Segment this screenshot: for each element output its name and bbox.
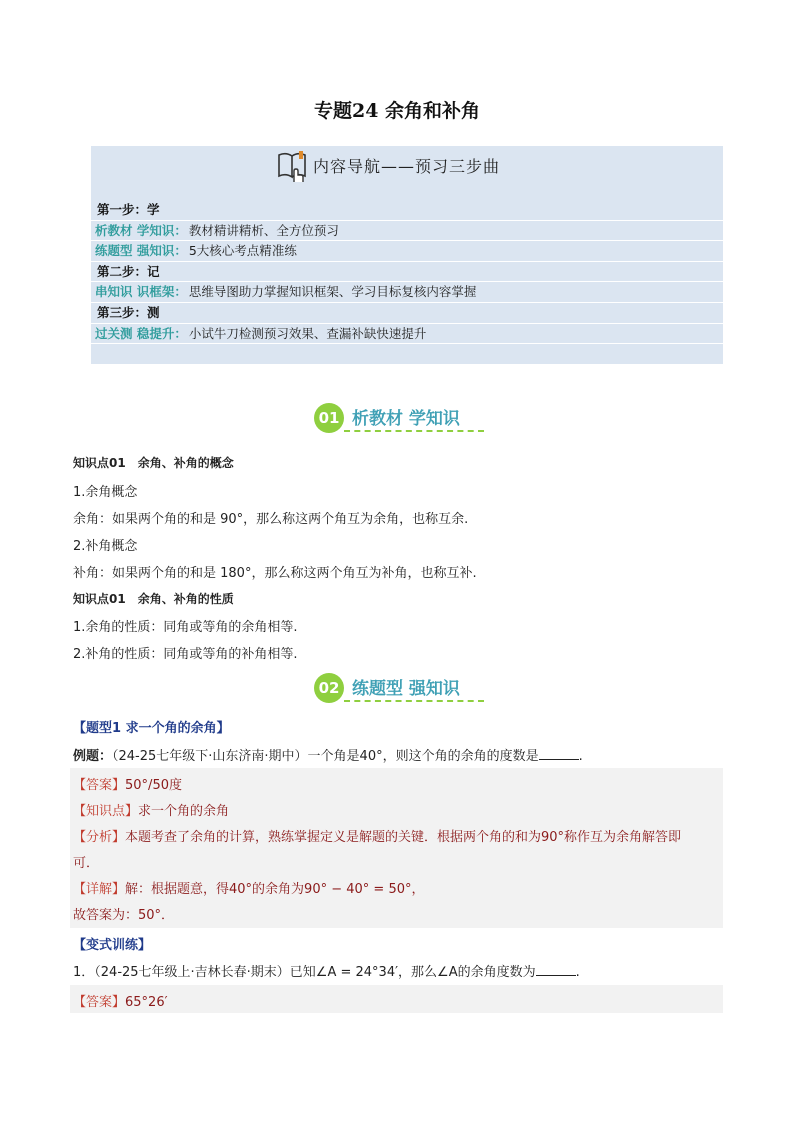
analysis-line-cont: 可．	[73, 856, 100, 871]
nav-row: 串知识 识框架： 思维导图助力掌握知识框架、学习目标复核内容掌握	[91, 282, 723, 303]
nav-header-text: 内容导航——预习三步曲	[313, 157, 501, 176]
answer-blank	[539, 747, 579, 760]
dashed-underline	[344, 700, 484, 702]
answer-blank	[536, 963, 576, 976]
nav-row: 第三步：测	[91, 303, 723, 324]
concept-text: 余角：如果两个角的和是 90°，那么称这两个角互为余角，也称互余.	[73, 512, 469, 527]
dashed-underline	[344, 430, 484, 432]
section-number: 02	[314, 673, 344, 703]
answer-line: 【答案】65°26′	[73, 995, 168, 1010]
answer-box	[70, 768, 723, 928]
content-navigation-box	[91, 146, 723, 364]
nav-row: 第一步：学	[91, 200, 723, 221]
concept-title: 2.补角概念	[73, 539, 138, 554]
concept-text: 补角：如果两个角的和是 180°，那么称这两个角互为补角，也称互补.	[73, 566, 477, 581]
nav-rows	[91, 200, 723, 365]
book-hand-icon	[277, 149, 309, 183]
property-text: 1.余角的性质：同角或等角的余角相等.	[73, 620, 298, 635]
nav-header	[91, 146, 723, 186]
section-label: 析教材 学知识	[352, 409, 460, 429]
question-type-title: 【题型1 求一个角的余角】	[73, 721, 230, 736]
section-number: 01	[314, 403, 344, 433]
detail-line: 【详解】解：根据题意，得40°的余角为90° − 40° = 50°，	[73, 882, 425, 897]
page-title: 专题24 余角和补角	[313, 100, 481, 122]
concept-title: 1.余角概念	[73, 485, 138, 500]
section-02-badge	[314, 670, 494, 710]
nav-row: 过关测 稳提升： 小试牛刀检测预习效果、查漏补缺快速提升	[91, 324, 723, 345]
section-label: 练题型 强知识	[352, 679, 460, 699]
knowledge-line: 【知识点】求一个角的余角	[73, 804, 230, 819]
knowledge-point-title: 知识点01 余角、补角的性质	[73, 592, 234, 606]
nav-row	[91, 344, 723, 365]
knowledge-point-title: 知识点01 余角、补角的概念	[73, 456, 234, 470]
conclusion-line: 故答案为：50°．	[73, 908, 175, 923]
section-01-badge	[314, 400, 494, 440]
variant-answer-box	[70, 985, 723, 1013]
variant-training-title: 【变式训练】	[73, 938, 152, 953]
analysis-line: 【分析】本题考查了余角的计算，熟练掌握定义是解题的关键．根据两个角的和为90°称作互为余角解答即	[73, 830, 682, 845]
answer-line: 【答案】50°/50度	[73, 778, 182, 793]
property-text: 2.补角的性质：同角或等角的补角相等.	[73, 647, 298, 662]
nav-row: 第二步：记	[91, 262, 723, 283]
variant-question: 1．（24-25七年级上·吉林长春·期末）已知∠A = 24°34′，那么∠A的余角度数为 .	[73, 965, 580, 980]
nav-row: 练题型 强知识： 5大核心考点精准练	[91, 241, 723, 262]
example-question: 例题：（24-25七年级下·山东济南·期中）一个角是40°，则这个角的余角的度数是 .	[73, 749, 583, 764]
nav-row: 析教材 学知识： 教材精讲精析、全方位预习	[91, 221, 723, 242]
